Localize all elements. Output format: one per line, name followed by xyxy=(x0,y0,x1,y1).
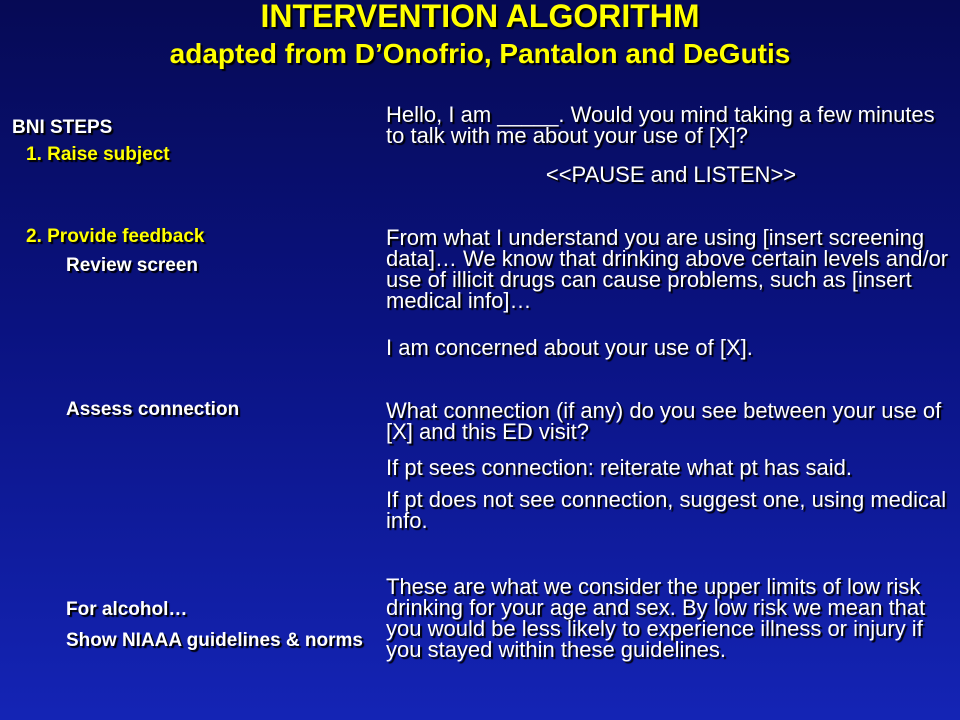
bni-steps-header: BNI STEPS xyxy=(12,117,113,138)
concern-text: I am concerned about your use of [X]. xyxy=(386,335,753,360)
raise-subject-text: Hello, I am _____. Would you mind taking a few minutes to talk with me about your use of [X]? xyxy=(386,102,935,148)
step-for-alcohol: For alcohol… xyxy=(66,599,188,620)
assess-yes-text: If pt sees connection: reiterate what pt has said. xyxy=(386,455,852,480)
slide-subtitle: adapted from D’Onofrio, Pantalon and DeGutis xyxy=(169,38,791,69)
alcohol-guidelines-text: These are what we consider the upper limits of low risk drinking for your age and sex. By low risk we mean that you would be less likely to experience illness or injury if you stayed within these guidelines. xyxy=(386,574,926,662)
slide-title: INTERVENTION ALGORITHM xyxy=(260,0,700,34)
step-provide-feedback: 2. Provide feedback xyxy=(26,226,205,247)
pause-listen-text: <<PAUSE and LISTEN>> xyxy=(545,162,797,187)
feedback-text: From what I understand you are using [insert screening data]… We know that drinking above certain levels and/or use of illicit drugs can cause problems, such as [insert medical info]… xyxy=(386,225,949,313)
assess-question-text: What connection (if any) do you see between your use of [X] and this ED visit? xyxy=(386,398,942,444)
step-show-niaaa: Show NIAAA guidelines & norms xyxy=(66,630,363,651)
assess-no-text: If pt does not see connection, suggest one, using medical info. xyxy=(386,487,947,533)
step-raise-subject: 1. Raise subject xyxy=(26,144,170,165)
step-review-screen: Review screen xyxy=(66,255,199,276)
step-assess-connection: Assess connection xyxy=(66,399,240,420)
